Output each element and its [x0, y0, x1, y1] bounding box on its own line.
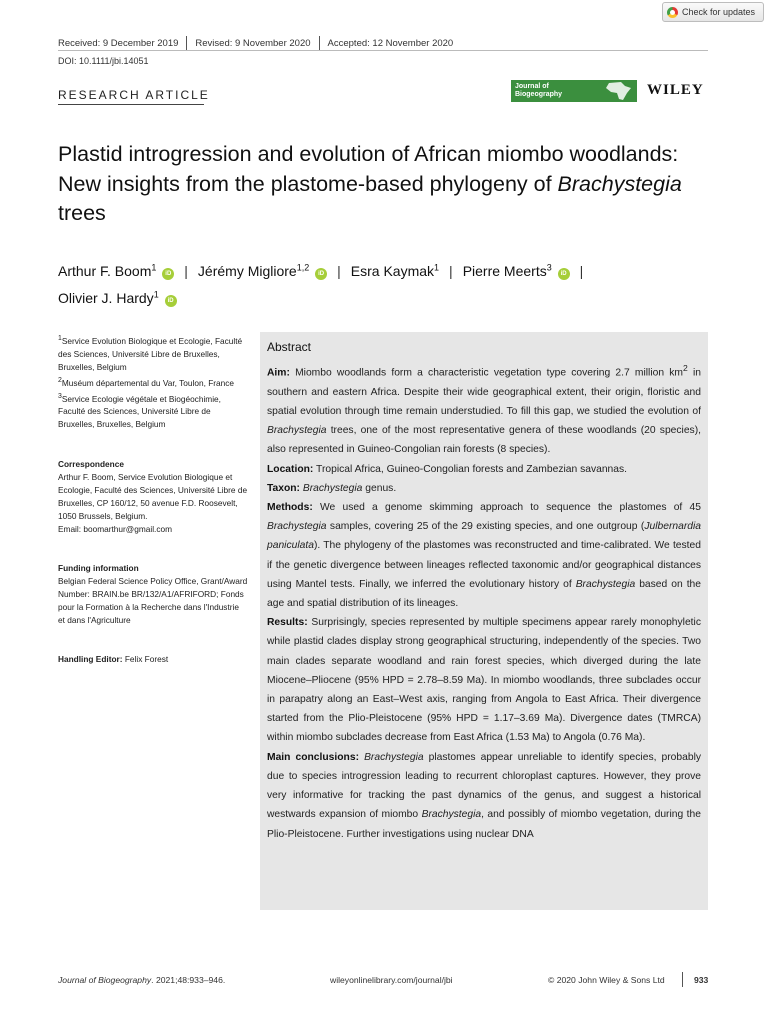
- title-genus: Brachystegia: [557, 171, 682, 196]
- abstract-box: [260, 332, 708, 910]
- taxon-text: genus.: [362, 482, 397, 494]
- aim-sup: 2: [683, 363, 688, 374]
- divider: [319, 36, 320, 50]
- methods-outgroup: Julbernardia paniculata: [267, 521, 701, 552]
- accepted-date: Accepted: 12 November 2020: [327, 37, 454, 49]
- affiliation: [58, 332, 248, 374]
- orcid-icon[interactable]: iD: [558, 268, 570, 280]
- author-name: Pierre Meerts: [462, 262, 547, 279]
- article-history: [58, 36, 453, 50]
- crossmark-icon: [667, 7, 678, 18]
- methods-text: based on the age and spatial distribution of its lineages.: [267, 578, 702, 610]
- affiliation: [58, 374, 248, 390]
- abstract-location: [267, 460, 701, 479]
- check-for-updates-label: Check for updates: [681, 7, 755, 17]
- author[interactable]: [198, 263, 327, 279]
- doi[interactable]: DOI: 10.1111/jbi.14051: [58, 56, 149, 66]
- author[interactable]: [58, 290, 177, 306]
- journal-logo-line2: Biogeography: [515, 91, 563, 98]
- conclusions-genus: Brachystegia: [421, 809, 482, 821]
- author-separator: |: [579, 262, 584, 279]
- footer-journal: Journal of Biogeography: [58, 975, 152, 985]
- correspondence-text: Arthur F. Boom, Service Evolution Biologique et Ecologie, Faculté des Sciences, Université Libre de Bruxelles, CP 160/12, 50 avenue F.D. Roosevelt, 1050 Brussels, Belgium.: [58, 472, 248, 521]
- author[interactable]: [463, 263, 570, 279]
- location-label: Location:: [267, 463, 314, 475]
- affiliations: [58, 332, 248, 431]
- author-affil: 1: [434, 262, 440, 272]
- funding-text: Belgian Federal Science Policy Office, Grant/Award Number: BRAIN.be BR/132/A1/AFRIFORD; Fonds pour la Formation à la Recherche dans l'Industrie et dans l'Agriculture: [58, 576, 248, 625]
- affiliation: [58, 390, 248, 432]
- journal-logo-line1: Journal of: [515, 83, 549, 90]
- abstract-aim: [267, 359, 701, 459]
- author-separator: |: [449, 262, 453, 279]
- methods-label: Methods:: [267, 502, 313, 514]
- correspondence-email[interactable]: Email: boomarthur@gmail.com: [58, 524, 173, 534]
- header-rule: [58, 50, 708, 51]
- correspondence-heading: Correspondence: [58, 459, 124, 469]
- affiliation-text: Service Ecologie végétale et Biogéochimie, Faculté des Sciences, Université Libre de Bruxelles, Bruxelles, Belgium: [58, 393, 221, 430]
- article-title: [58, 140, 718, 229]
- correspondence: [58, 458, 248, 536]
- handling-editor: [58, 653, 248, 666]
- funding: [58, 562, 248, 627]
- results-label: Results:: [267, 617, 308, 629]
- divider: [186, 36, 187, 50]
- abstract-conclusions: [267, 748, 701, 844]
- taxon-label: Taxon:: [267, 482, 300, 494]
- author-affil: 3: [546, 262, 552, 272]
- revised-date: Revised: 9 November 2020: [195, 37, 311, 49]
- africa-map-icon: [603, 81, 633, 101]
- methods-genus: Brachystegia: [267, 521, 327, 533]
- location-text: Tropical Africa, Guineo-Congolian forests and Zambezian savannas.: [316, 463, 628, 475]
- footer-copyright: © 2020 John Wiley & Sons Ltd: [548, 975, 665, 985]
- author-name: Olivier J. Hardy: [58, 290, 154, 307]
- publisher-logo[interactable]: WILEY: [647, 82, 704, 98]
- author-affil: 1,2: [296, 262, 310, 272]
- affiliation-number: 3: [58, 392, 62, 400]
- conclusions-text: plastomes appear unreliable to identify species, probably due to species introgression leading to recurrent chloroplast captures. However, they prove very informative for tracking the past dynamics of the genus, and suggest a historical westwards expansion of miombo: [267, 751, 701, 821]
- journal-logo[interactable]: [511, 80, 637, 102]
- affiliation-number: 1: [58, 335, 62, 342]
- author-name: Arthur F. Boom: [58, 262, 152, 279]
- author-name: Jérémy Migliore: [197, 262, 297, 279]
- handling-editor-label: Handling Editor:: [58, 654, 123, 664]
- footer-citation: [58, 975, 225, 985]
- results-text: Surprisingly, species represented by multiple specimens appear rarely monophyletic while plastid clades display strong geographical structuring, independently of the species. Two main clades separate woodland and rain forest species, which diverged during the late Miocene–Pliocene (95% HPD = 2.78–8.59 Ma). In miombo woodlands, three subclades occur in parapatry along an East–West axis, ranging from Angola to East Africa. Their divergence started from the Plio-Pleistocene (95% HPD = 1.17–3.69 Ma). Divergence dates (TMRCA) within miombo subclades decrease from East Africa (1.53 Ma) to Angola (0.76 Ma).: [267, 617, 701, 744]
- abstract-results: [267, 613, 701, 747]
- funding-heading: Funding information: [58, 563, 139, 573]
- aim-text: in southern and eastern Africa. Despite their wide geographical extent, their origin, floristic and spatial evolution through time remain understudied. To fill this gap, we studied the evolution of: [267, 367, 701, 418]
- aim-label: Aim:: [267, 367, 290, 379]
- aim-text: trees, one of the most representative genera of these woodlands (20 species), also represented in Guineo-Congolian rain forests (8 species).: [267, 425, 701, 456]
- page-number: 933: [694, 975, 709, 985]
- footer-volume: . 2021;48:933–946.: [151, 975, 226, 985]
- methods-text: samples, covering 25 of the 29 existing species, and one outgroup (: [326, 521, 645, 533]
- abstract-taxon: [267, 479, 701, 498]
- footer-divider: [682, 972, 683, 987]
- handling-editor-name: Felix Forest: [124, 654, 169, 664]
- footer-url[interactable]: wileyonlinelibrary.com/journal/jbi: [330, 975, 453, 985]
- affiliation-text: Muséum départemental du Var, Toulon, France: [61, 377, 235, 388]
- abstract-methods: [267, 498, 701, 613]
- article-type-underline: [58, 104, 204, 105]
- aim-text: Miombo woodlands form a characteristic vegetation type covering 2.7 million km: [295, 367, 683, 379]
- taxon-genus: Brachystegia: [302, 482, 363, 494]
- orcid-icon[interactable]: iD: [162, 268, 174, 280]
- author-affil: 1: [151, 262, 157, 272]
- author[interactable]: [58, 263, 174, 279]
- check-for-updates-button[interactable]: [662, 2, 764, 22]
- conclusions-genus: Brachystegia: [364, 751, 424, 763]
- author[interactable]: [351, 263, 439, 279]
- author-separator: |: [184, 262, 188, 279]
- article-type: RESEARCH ARTICLE: [58, 88, 210, 102]
- affiliation-text: Service Evolution Biologique et Ecologie, Faculté des Sciences, Université Libre de Bruxelles, Bruxelles, Belgium: [58, 335, 243, 372]
- methods-genus: Brachystegia: [575, 578, 636, 590]
- affiliation-number: 2: [58, 376, 62, 384]
- methods-text: We used a genome skimming approach to sequence the plastomes of 45: [320, 502, 701, 514]
- title-text: Plastid introgression and evolution of African miombo woodlands: New insights from the plastome-based phylogeny of: [58, 142, 679, 196]
- journal-logo-text: [511, 83, 591, 99]
- methods-text: ). The phylogeny of the plastomes was reconstructed and time-calibrated. We tested if the genetic divergence between lineages reflected taxonomic and/or geographical distances using Mantel tests. Finally, we inferred the evolutionary history of: [267, 540, 701, 590]
- conclusions-label: Main conclusions:: [267, 751, 360, 763]
- title-end: trees: [58, 201, 106, 225]
- received-date: Received: 9 December 2019: [58, 37, 179, 49]
- orcid-icon[interactable]: iD: [315, 268, 327, 280]
- orcid-icon[interactable]: iD: [165, 295, 177, 307]
- conclusions-text: , and possibly of miombo vegetation, during the Plio-Pleistocene. Further investigations using nuclear DNA: [267, 809, 701, 840]
- author-separator: |: [337, 262, 341, 279]
- author-name: Esra Kaymak: [350, 262, 435, 279]
- author-list: [58, 255, 718, 310]
- author-affil: 1: [153, 289, 159, 300]
- abstract-heading: Abstract: [267, 340, 312, 354]
- aim-genus: Brachystegia: [267, 425, 327, 437]
